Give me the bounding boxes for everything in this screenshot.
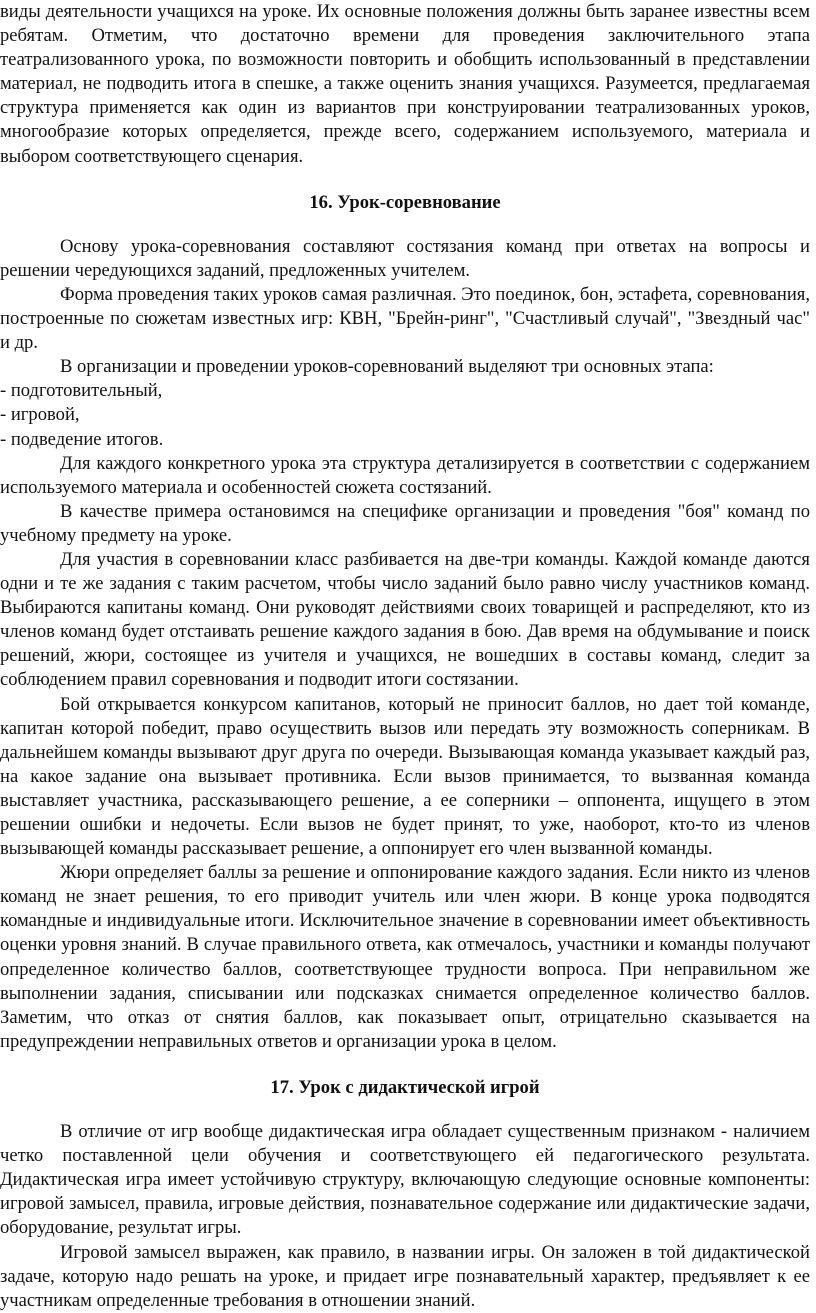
paragraph: В качестве примера остановимся на специфике организации и проведения "боя" команд по учебному предмету на уроке. [0, 500, 810, 546]
section-heading-17: 17. Урок с дидактической игрой [270, 1076, 540, 1098]
paragraph-continuation: виды деятельности учащихся на уроке. Их основные положения должны быть заранее известны всем ребятам. Отметим, что достаточно времени для проведения заключительного этапа театрализованного урока, по возможности повторить и обобщить использованный в представлении материал, не подводить итога в спешке, а также оценить знания учащихся. Разумеется, предлагаемая структура применяется как один из вариантов при конструировании театрализованных уроков, многообразие которых определяется, прежде всего, содержанием используемого, материала и выбором соответствующего сценария. [0, 1, 810, 167]
list-item: - подведение итогов. [0, 428, 164, 450]
spacer [0, 169, 810, 191]
spacer [0, 1100, 810, 1120]
list-item: - игровой, [0, 404, 80, 426]
list-item: - подготовительный, [0, 380, 163, 402]
spacer [0, 1054, 810, 1076]
spacer [0, 215, 810, 235]
paragraph: В отличие от игр вообще дидактическая игра обладает существенным признаком - наличием четко поставленной цели обучения и соответствующего ей педагогического результата. Дидактическая игра имеет устойчивую структуру, включающую следующие основные компоненты: игровой замысел, правила, игровые действия, познавательное содержание или дидактические задачи, оборудование, результат игры. [0, 1121, 810, 1239]
paragraph: Основу урока-соревнования составляют состязания команд при ответах на вопросы и решении чередующихся заданий, предложенных учителем. [0, 235, 810, 281]
paragraph: Для каждого конкретного урока эта структура детализируется в соответствии с содержанием используемого материала и особенностей сюжета состязаний. [0, 452, 810, 498]
paragraph: Игровой замысел выражен, как правило, в названии игры. Он заложен в той дидактической задаче, которую надо решать на уроке, и придает игре познавательный характер, предъявляет к ее участникам определенные требования в отношении знаний. [0, 1241, 810, 1311]
paragraph: Форма проведения таких уроков самая различная. Это поединок, бон, эстафета, соревнования, построенные по сюжетам известных игр: КВН, "Брейн-ринг", "Счастливый случай", "Звездный час" и др. [0, 283, 810, 354]
section-heading-16: 16. Урок-соревнование [309, 191, 501, 213]
paragraph: Для участия в соревновании класс разбивается на две-три команды. Каждой команде даются одни и те же задания с таким расчетом, чтобы число заданий было равно числу участников команд. Выбираются капитаны команд. Они руководят действиями своих товарищей и распределяют, кто из членов команд будет отстаивать решение каждого задания в бою. Дав время на обдумывание и поиск решений, жюри, состоящее из учителя и учащихся, не вошедших в составы команд, следит за соблюдением правил соревнования и подводит итоги состязании. [0, 548, 810, 691]
paragraph: В организации и проведении уроков-соревнований выделяют три основных этапа: [60, 356, 714, 378]
paragraph: Бой открывается конкурсом капитанов, который не приносит баллов, но дает той команде, капитан которой победит, право осуществить вызов или передать эту возможность соперникам. В дальнейшем команды вызывают друг друга по очереди. Вызывающая команда указывает каждый раз, на какое задание она вызывает противника. Если вызов принимается, то вызванная команда выставляет участника, рассказывающего решение, а ее соперники – оппонента, ищущего в этом решении ошибки и недочеты. Если вызов не будет принят, то уже, наоборот, кто-то из членов вызывающей команды рассказывает решение, а оппонирует его член вызванной команды. [0, 693, 810, 860]
paragraph: Жюри определяет баллы за решение и оппонирование каждого задания. Если никто из членов команд не знает решения, то его приводит учитель или член жюри. В конце урока подводятся командные и индивидуальные итоги. Исключительное значение в соревновании имеет объективность оценки уровня знаний. В случае правильного ответа, как отмечалось, участники и команды получают определенное количество баллов, соответствующее трудности вопроса. При неправильном же выполнении задания, списывании или подсказках снимается определенное количество баллов. Заметим, что отказ от снятия баллов, как показывает опыт, отрицательно сказывается на предупреждении неправильных ответов и организации урока в целом. [0, 862, 810, 1052]
